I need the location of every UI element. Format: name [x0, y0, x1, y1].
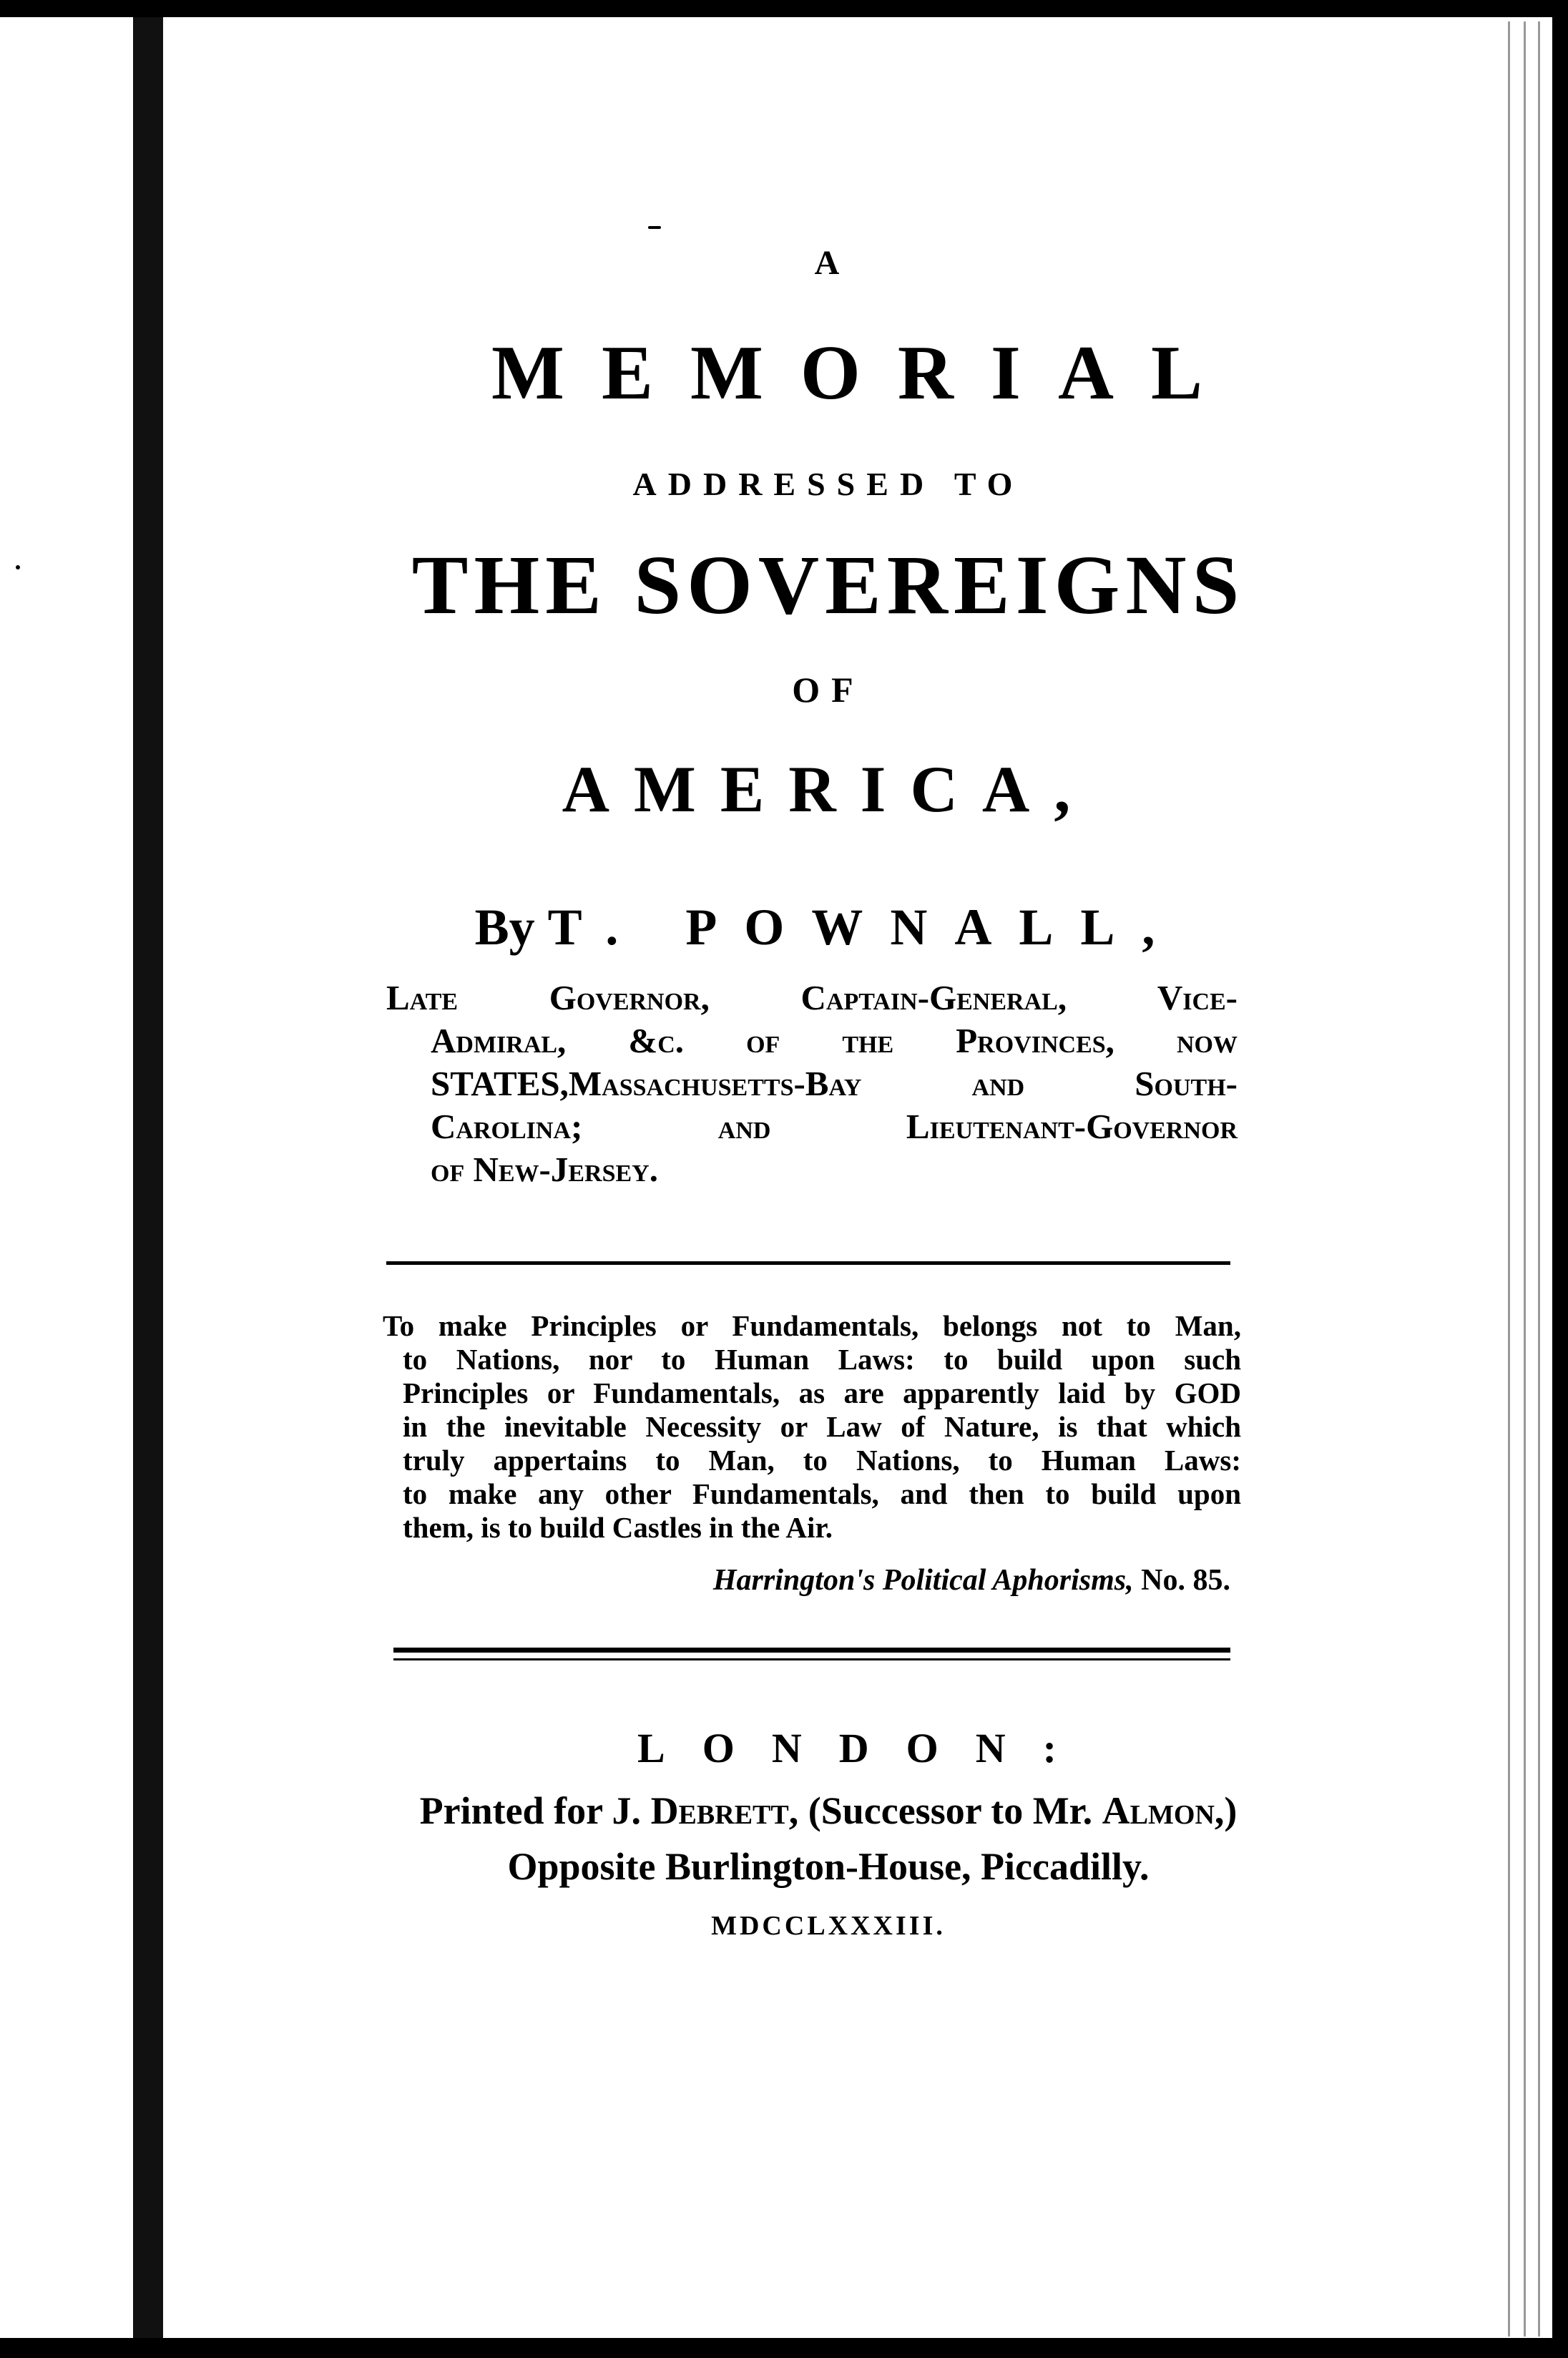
epigraph-line: in the inevitable Necessity or Law of Nature, is that which [403, 1410, 1241, 1443]
page-edge-line [1538, 21, 1540, 2337]
scan-border-bottom [0, 2338, 1568, 2358]
imprint-address: Opposite Burlington-House, Piccadilly. [507, 1845, 1150, 1888]
epigraph-line: To make Principles or Fundamentals, belongs not to Man, [383, 1309, 1241, 1342]
double-rule-thin [393, 1658, 1230, 1660]
scan-border-right [1552, 0, 1568, 2358]
author-name: T. POWNALL, [547, 899, 1182, 956]
divider-rule [386, 1261, 1230, 1265]
book-spine-shadow [133, 0, 163, 2358]
title-article: A [814, 244, 843, 282]
epigraph-line: Principles or Fundamentals, as are apparently laid by GOD [403, 1376, 1241, 1409]
title-sovereigns: THE SOVEREIGNS [411, 538, 1245, 632]
main-title: MEMORIAL [491, 331, 1240, 416]
facing-page-margin [0, 17, 133, 2338]
imprint-printer [163, 1789, 1494, 1833]
author-by: By [474, 899, 535, 956]
epigraph-line: truly appertains to Man, to Nations, to Human Laws: [403, 1444, 1241, 1477]
credentials-line: of New-Jersey. [431, 1150, 658, 1189]
attribution-source: Harrington's Political Aphorisms, [712, 1564, 1134, 1597]
epigraph [383, 1309, 1241, 1545]
credentials-line: STATES,Massachusetts-Bay and South- [431, 1064, 1238, 1103]
scan-speck [16, 565, 20, 569]
author-line [163, 898, 1494, 957]
successor-text: (Successor to Mr. [808, 1789, 1093, 1832]
successor-name: Almon,) [1102, 1789, 1238, 1832]
imprint-date: MDCCLXXXIII. [711, 1911, 946, 1941]
credentials-line: Late Governor, Captain-General, Vice- [386, 978, 1238, 1017]
author-credentials [386, 977, 1238, 1191]
epigraph-line: to make any other Fundamentals, and then to build upon [403, 1477, 1241, 1510]
epigraph-line: them, is to build Castles in the Air. [403, 1511, 833, 1544]
epigraph-attribution [629, 1563, 1230, 1598]
attribution-number: No. 85. [1141, 1564, 1230, 1597]
scan-speck [648, 226, 661, 229]
epigraph-line: to Nations, nor to Human Laws: to build upon such [403, 1343, 1241, 1376]
scan-border-top [0, 0, 1568, 17]
credentials-line: Admiral, &c. of the Provinces, now [431, 1021, 1238, 1060]
credentials-line: Carolina; and Lieutenant-Governor [431, 1107, 1238, 1146]
imprint-city: LONDON: [637, 1725, 1094, 1771]
title-america: AMERICA, [562, 753, 1095, 826]
title-addressed-to: ADDRESSED TO [632, 466, 1024, 502]
printed-for: Printed for J. [419, 1789, 642, 1832]
printer-name: Debrett, [650, 1789, 799, 1832]
double-rule-thick [393, 1648, 1230, 1653]
title-of: OF [792, 670, 865, 710]
